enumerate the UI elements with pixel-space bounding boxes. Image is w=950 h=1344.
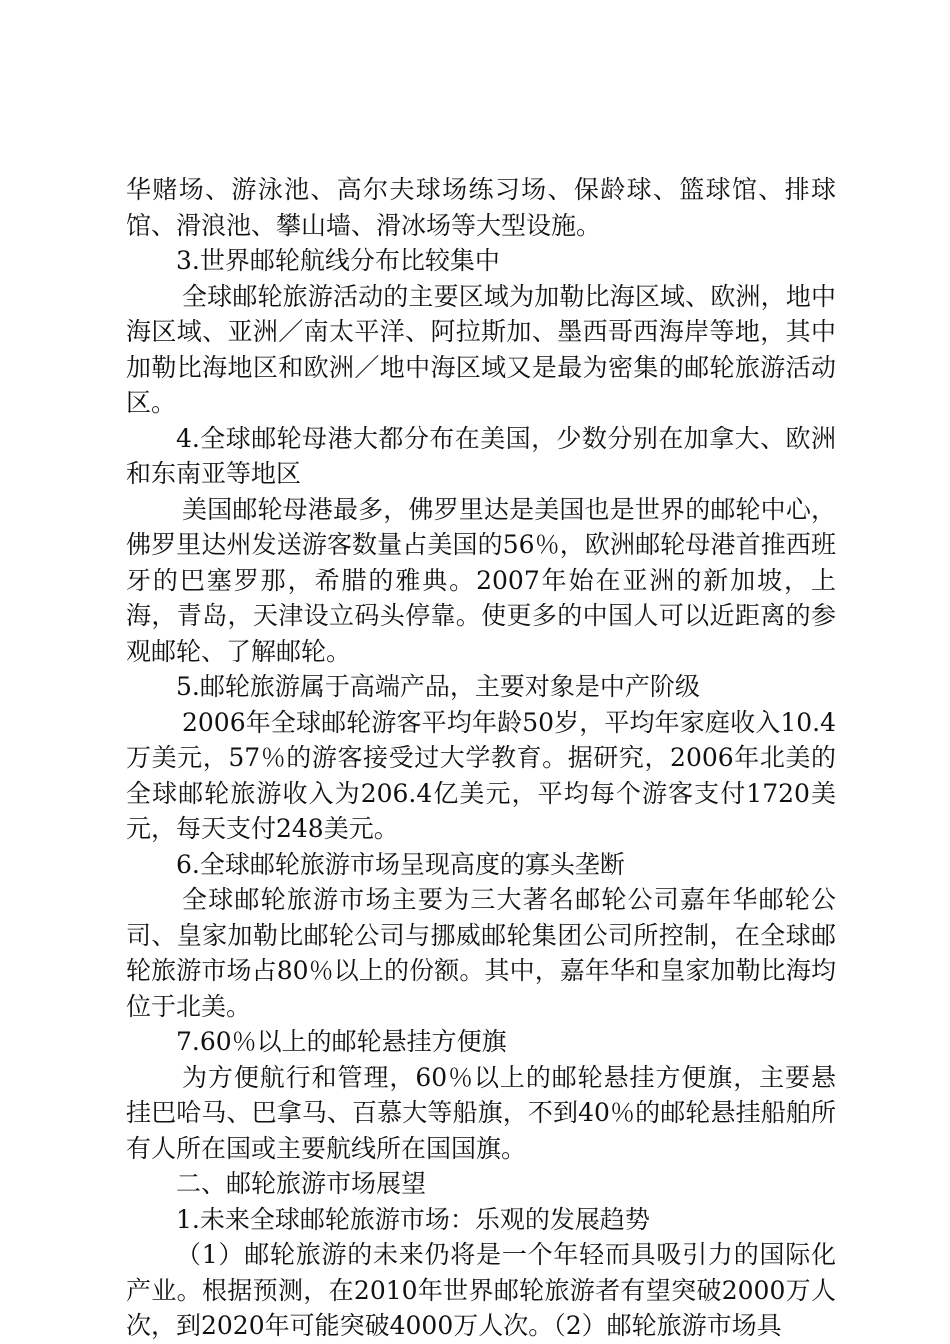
- heading-high-end: 5.邮轮旅游属于高端产品，主要对象是中产阶级: [176, 672, 700, 701]
- paragraph-routes: 全球邮轮旅游活动的主要区域为加勒比海区域、欧洲，地中海区域、亚洲／南太平洋、阿拉斯加、墨西哥西海岸等地，其中加勒比海地区和欧洲／地中海区域又是最为密集的邮轮旅游活动区。: [126, 281, 836, 417]
- heading-market-outlook: 二、邮轮旅游市场展望: [176, 1169, 427, 1198]
- paragraph-home-ports: 美国邮轮母港最多，佛罗里达是美国也是世界的邮轮中心，佛罗里达州发送游客数量占美国的56％，欧洲邮轮母港首推西班牙的巴塞罗那，希腊的雅典。2007年始在亚洲的新加坡，上海，青岛，天津设立码头停靠。使更多的中国人可以近距离的参观邮轮、了解邮轮。: [126, 494, 836, 666]
- heading-oligopoly: 6.全球邮轮旅游市场呈现高度的寡头垄断: [176, 849, 625, 879]
- document-page: [126, 172, 836, 1344]
- paragraph-flags: 为方便航行和管理，60％以上的邮轮悬挂方便旗，主要悬挂巴哈马、巴拿马、百慕大等船旗，不到40％的邮轮悬挂船舶所有人所在国或主要航线所在国国旗。: [126, 1062, 836, 1163]
- paragraph-facilities-cont: 华赌场、游泳池、高尔夫球场练习场、保龄球、篮球馆、排球馆、滑浪池、攀山墙、滑冰场等大型设施。: [126, 175, 836, 240]
- heading-flags: 7.60％以上的邮轮悬挂方便旗: [176, 1027, 507, 1056]
- paragraph-high-end: 2006年全球邮轮游客平均年龄50岁，平均年家庭收入10.4万美元，57％的游客接受过大学教育。据研究，2006年北美的全球邮轮旅游收入为206.4亿美元，平均每个游客支付1720美元，每天支付248美元。: [126, 707, 836, 843]
- paragraph-future-market: （1）邮轮旅游的未来仍将是一个年轻而具吸引力的国际化产业。根据预测，在2010年世界邮轮旅游者有望突破2000万人次，到2020年可能突破4000万人次。（2）邮轮旅游市场具: [126, 1240, 836, 1340]
- paragraph-oligopoly: 全球邮轮旅游市场主要为三大著名邮轮公司嘉年华邮轮公司、皇家加勒比邮轮公司与挪威邮轮集团公司所控制，在全球邮轮旅游市场占80％以上的份额。其中，嘉年华和皇家加勒比海均位于北美。: [126, 885, 836, 1021]
- heading-home-ports: 4.全球邮轮母港大都分布在美国，少数分别在加拿大、欧洲和东南亚等地区: [126, 423, 836, 488]
- heading-future-market: 1.未来全球邮轮旅游市场：乐观的发展趋势: [176, 1204, 650, 1234]
- heading-routes: 3.世界邮轮航线分布比较集中: [176, 246, 500, 275]
